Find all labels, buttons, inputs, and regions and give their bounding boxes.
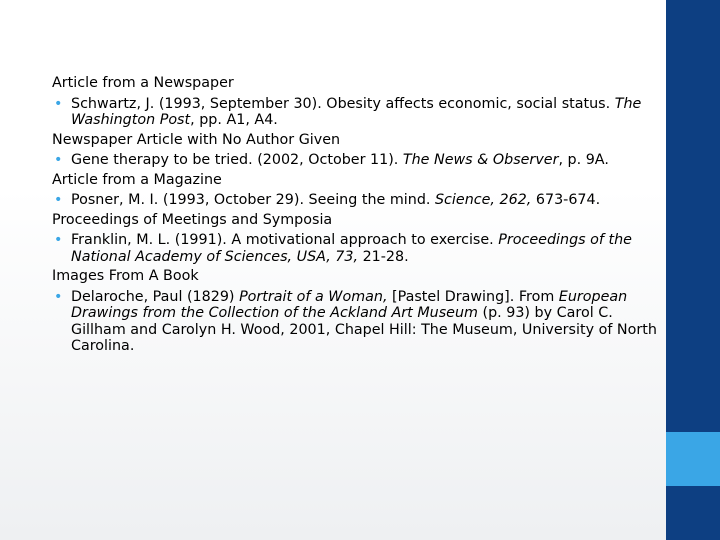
bullet-icon: •: [54, 232, 63, 248]
section-heading-newspaper: Article from a Newspaper: [52, 75, 234, 91]
bullet-icon: •: [54, 288, 63, 305]
section-heading-proceedings: Proceedings of Meetings and Symposia: [52, 211, 333, 228]
reference-entry-franklin: • Franklin, M. L. (1991). A motivational approach to exercise. Proceedings of the National Academy of Sciences, USA, 73, 21-28.: [54, 232, 632, 265]
reference-list: [52, 74, 664, 357]
bullet-icon: •: [54, 152, 63, 168]
section-heading-newspaper-no-author: Newspaper Article with No Author Given: [52, 131, 341, 148]
reference-entry-delaroche: • Delaroche, Paul (1829) Portrait of a Woman, [Pastel Drawing]. From European Drawings from the Collection of the Ackland Art Museum (p. 93) by Carol C. Gillham and Carolyn H. Wood, 2001, Chapel Hill: The Museum, University of North Carolina.: [54, 288, 657, 354]
section-heading-magazine: Article from a Magazine: [52, 171, 222, 188]
reference-entry-gene-therapy: • Gene therapy to be tried. (2002, October 11). The News & Observer, p. 9A.: [54, 152, 609, 168]
bullet-icon: •: [54, 192, 63, 208]
bullet-icon: •: [54, 95, 63, 112]
reference-entry-schwartz: • Schwartz, J. (1993, September 30). Obesity affects economic, social status. The Washington Post, pp. A1, A4.: [54, 95, 642, 128]
reference-entry-posner: • Posner, M. I. (1993, October 29). Seeing the mind. Science, 262, 673-674.: [54, 192, 601, 208]
decorative-accent-square: [666, 432, 720, 486]
section-heading-images-book: Images From A Book: [52, 268, 199, 284]
